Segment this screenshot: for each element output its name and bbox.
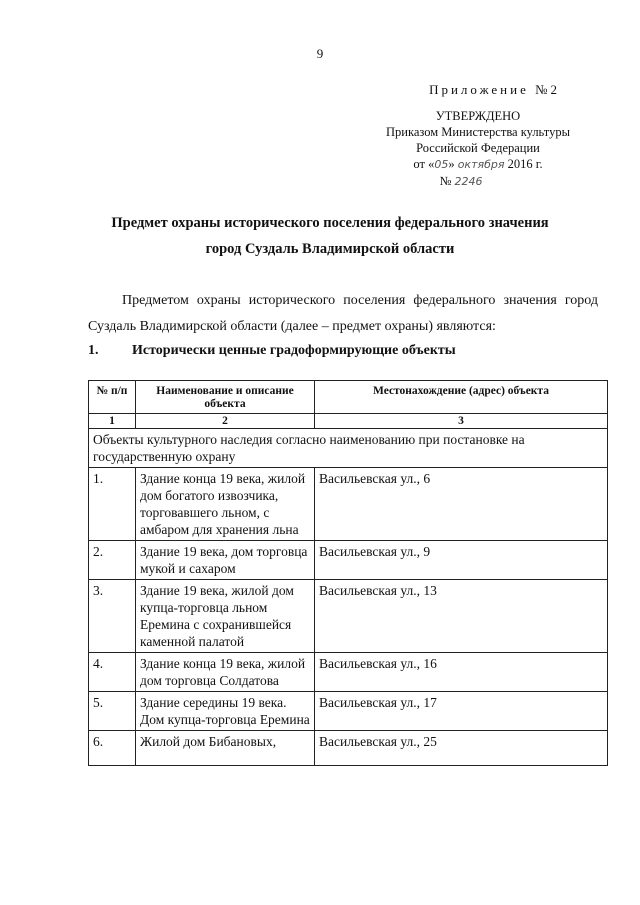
index-cell: 3 — [315, 414, 608, 429]
row-address: Васильевская ул., 17 — [315, 692, 608, 731]
federation-line: Российской Федерации — [416, 141, 540, 155]
row-name: Жилой дом Бибановых, — [136, 731, 315, 766]
row-number: 4. — [89, 653, 136, 692]
date-month: октября — [457, 158, 505, 171]
date-year: 2016 г. — [507, 157, 543, 171]
order-line: Приказом Министерства культуры — [386, 125, 570, 139]
table-row — [89, 692, 608, 731]
row-name: Здание середины 19 века. Дом купца-торговца Еремина — [136, 692, 315, 731]
title-line-2: город Суздаль Владимирской области — [205, 241, 455, 257]
document-title — [60, 210, 600, 262]
row-address: Васильевская ул., 9 — [315, 541, 608, 580]
section-heading — [88, 343, 598, 359]
table-row — [89, 653, 608, 692]
row-name: Здание конца 19 века, жилой дом богатого извозчика, торговавшего льном, с амбаром для хранения льна — [136, 468, 315, 541]
table-header-row — [89, 381, 608, 414]
row-name: Здание конца 19 века, жилой дом торговца Солдатова — [136, 653, 315, 692]
objects-table — [88, 380, 608, 766]
date-line — [368, 156, 588, 173]
index-cell: 1 — [89, 414, 136, 429]
row-address: Васильевская ул., 6 — [315, 468, 608, 541]
table-index-row — [89, 414, 608, 429]
order-number-line — [368, 173, 554, 190]
table-row — [89, 468, 608, 541]
section-title: Исторически ценные градоформирующие объекты — [132, 343, 456, 358]
appendix-label: Приложение №2 — [429, 82, 560, 97]
section-number: 1. — [88, 343, 99, 358]
group-title: Объекты культурного наследия согласно наименованию при постановке на государственную охрану — [89, 429, 608, 468]
title-line-1: Предмет охраны исторического поселения федерального значения — [111, 215, 549, 231]
row-address: Васильевская ул., 16 — [315, 653, 608, 692]
row-number: 6. — [89, 731, 136, 766]
header-number: № п/п — [89, 381, 136, 414]
row-name: Здание 19 века, дом торговца мукой и сахаром — [136, 541, 315, 580]
row-number: 3. — [89, 580, 136, 653]
page-number: 9 — [316, 46, 324, 61]
order-number: 2246 — [454, 175, 483, 188]
table-row — [89, 580, 608, 653]
table-row — [89, 541, 608, 580]
intro-paragraph: Предметом охраны исторического поселения федерального значения город Суздаль Владимирской области (далее – предмет охраны) являются: — [88, 293, 598, 334]
row-address: Васильевская ул., 13 — [315, 580, 608, 653]
row-number: 1. — [89, 468, 136, 541]
row-address: Васильевская ул., 25 — [315, 731, 608, 766]
number-sign: № — [439, 174, 452, 188]
header-name: Наименование и описание объекта — [136, 381, 315, 414]
approved-heading: УТВЕРЖДЕНО — [435, 109, 521, 123]
table-group-row — [89, 429, 608, 468]
table-row — [89, 731, 608, 766]
row-name: Здание 19 века, жилой дом купца-торговца льном Еремина с сохранившейся каменной палатой — [136, 580, 315, 653]
header-address: Местонахождение (адрес) объекта — [315, 381, 608, 414]
index-cell: 2 — [136, 414, 315, 429]
approval-stamp-block — [368, 108, 588, 190]
row-number: 5. — [89, 692, 136, 731]
date-prefix: от « — [413, 157, 435, 171]
date-day: 05 — [434, 158, 449, 171]
row-number: 2. — [89, 541, 136, 580]
date-mid: » — [448, 157, 455, 171]
